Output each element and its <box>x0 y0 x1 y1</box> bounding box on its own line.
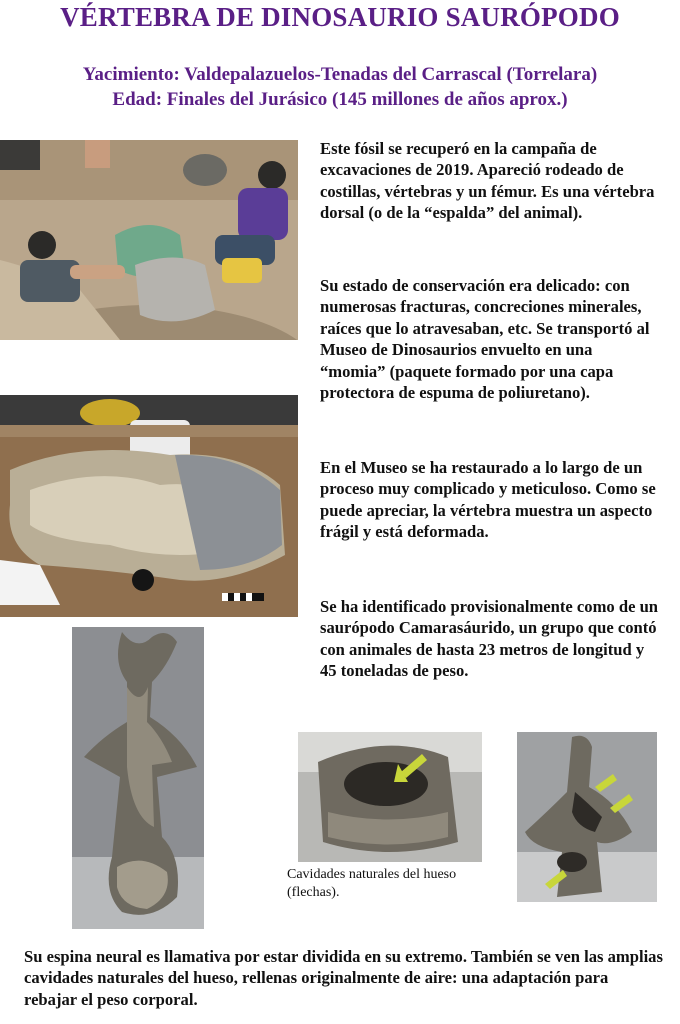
photo-caption: Cavidades naturales del hueso (flechas). <box>287 867 457 900</box>
paragraph-conservation: Su estado de conservación era delicado: con numerosas fracturas, concreciones minerales, raíces que lo atravesaban, etc. Se transportó al Museo de Dinosaurios envuelto en una “momia” (paquete formado por una capa protectora de espuma de poliuretano). <box>320 276 650 403</box>
vertebra-tall-photo <box>72 627 204 929</box>
site-line: Yacimiento: Valdepalazuelos-Tenadas del Carrascal (Torrelara) <box>82 64 598 85</box>
vertebra-arrows-photo <box>517 732 657 902</box>
excavation-photo <box>0 140 298 340</box>
vertebra-table-photo <box>0 395 298 617</box>
paragraph-discovery: Este fósil se recuperó en la campaña de excavaciones de 2019. Apareció rodeado de costillas, vértebras y un fémur. Es una vértebra dorsal (o de la “espalda” del animal). <box>320 139 655 223</box>
age-line: Edad: Finales del Jurásico (145 millones de años aprox.) <box>112 89 568 110</box>
paragraph-restoration: En el Museo se ha restaurado a lo largo de un proceso muy complicado y meticuloso. Como se puede apreciar, la vértebra muestra un aspecto frágil y está deformada. <box>320 458 656 542</box>
paragraph-identification: Se ha identificado provisionalmente como de un saurópodo Camarasáurido, un grupo que contó con animales de hasta 23 metros de longitud y 45 toneladas de peso. <box>320 597 659 681</box>
bottom-paragraph: Su espina neural es llamativa por estar dividida en su extremo. También se ven las amplias cavidades naturales del hueso, rellenas originalmente de aire: una adaptación para rebajar el peso corporal. <box>24 947 663 1009</box>
cavity-photo <box>298 732 482 862</box>
page-title: VÉRTEBRA DE DINOSAURIO SAURÓPODO <box>60 2 620 32</box>
